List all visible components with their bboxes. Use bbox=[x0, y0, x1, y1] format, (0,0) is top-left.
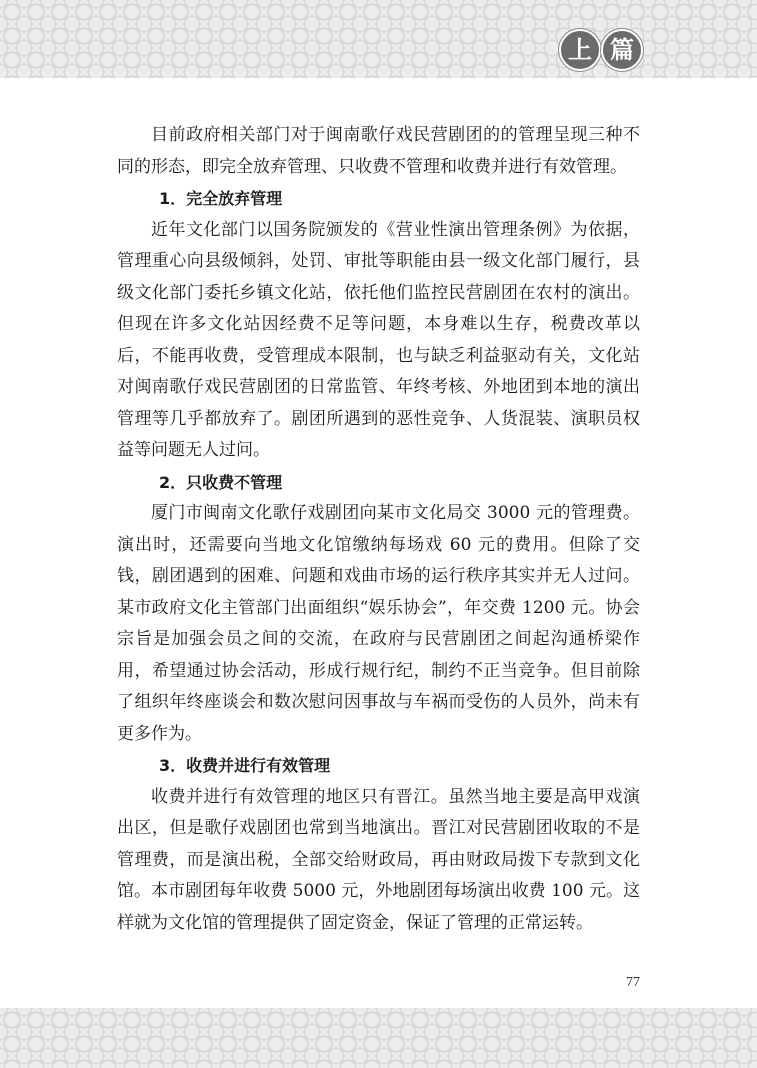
section-paragraph-3: 收费并进行有效管理的地区只有晋江。虽然当地主要是高甲戏演出区，但是歌仔戏剧团也常到当地演出。晋江对民营剧团收取的不是管理费，而是演出税，全部交给财政局，再由财政局拨下专款到文化馆。本市剧团每年收费 5000 元，外地剧团每场演出收费 100 元。这样就为文化馆的管理提供了固定资金，保证了管理的正常运转。 bbox=[117, 786, 640, 933]
section-heading-2: 2．只收费不管理 bbox=[159, 472, 283, 492]
section-paragraph-2: 厦门市闽南文化歌仔戏剧团向某市文化局交 3000 元的管理费。演出时，还需要向当地文化馆缴纳每场戏 60 元的费用。但除了交钱，剧团遇到的困难、问题和戏曲市场的运行秩序其实并无人过问。某市政府文化主管部门出面组织“娱乐协会”，年交费 1200 元。协会宗旨是加强会员之间的交流，在政府与民营剧团之间起沟通桥梁作用，希望通过协会活动，形成行规行纪，制约不正当竞争。但目前除了组织年终座谈会和数次慰问因事故与车祸而受伤的人员外，尚未有更多作为。 bbox=[117, 503, 640, 744]
part-badge-second-char: 篇 bbox=[601, 29, 643, 71]
section-paragraph-1: 近年文化部门以国务院颁发的《营业性演出管理条例》为依据，管理重心向县级倾斜，处罚、审批等职能由县一级文化部门履行，县级文化部门委托乡镇文化站，依托他们监控民营剧团在农村的演出。但现在许多文化站因经费不足等问题，本身难以生存，税费改革以后，不能再收费，受管理成本限制，也与缺乏利益驱动有关，文化站对闽南歌仔戏民营剧团的日常监管、年终考核、外地团到本地的演出管理等几乎都放弃了。剧团所遇到的恶性竞争、人货混装、演职员权益等问题无人过问。 bbox=[117, 219, 640, 460]
page-number: 77 bbox=[626, 975, 640, 990]
section-heading-3: 3．收费并进行有效管理 bbox=[159, 756, 331, 775]
header-pattern-band bbox=[0, 0, 757, 78]
footer-pattern-band bbox=[0, 1008, 757, 1068]
section-heading-1: 1．完全放弃管理 bbox=[159, 189, 283, 208]
part-badge-first-char: 上 bbox=[559, 29, 601, 71]
page-body bbox=[117, 120, 640, 939]
intro-paragraph: 目前政府相关部门对于闽南歌仔戏民营剧团的的管理呈现三种不同的形态，即完全放弃管理、只收费不管理和收费并进行有效管理。 bbox=[117, 125, 640, 177]
